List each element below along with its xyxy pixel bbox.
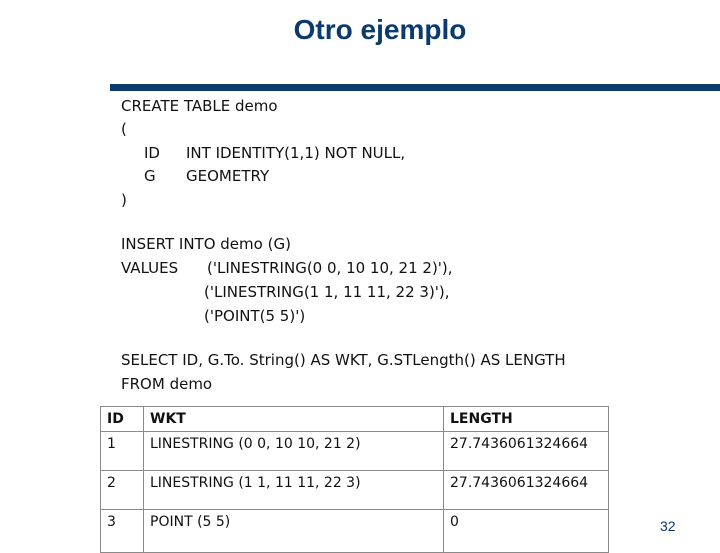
cell-length: 0 [444,510,609,553]
cell-length: 27.7436061324664 [444,471,609,510]
title-divider [110,84,720,91]
create-table-line: CREATE TABLE demo [121,97,278,115]
select-line: SELECT ID, G.To. String() AS WKT, G.STLength() AS LENGTH [121,351,566,369]
table-row [101,471,609,510]
table-header-row [101,407,609,432]
column-g-name: G [144,167,156,185]
cell-id: 2 [101,471,144,510]
column-id-type: INT IDENTITY(1,1) NOT NULL, [186,144,406,162]
cell-id: 1 [101,432,144,471]
values-keyword: VALUES [121,259,179,277]
slide-title: Otro ejemplo [293,14,467,45]
insert-value-2: ('LINESTRING(1 1, 11 11, 22 3)'), [204,283,450,301]
from-line: FROM demo [121,375,213,393]
open-paren: ( [121,120,127,138]
column-g-type: GEOMETRY [186,167,270,185]
close-paren: ) [121,191,127,209]
insert-value-3: ('POINT(5 5)') [204,307,306,325]
table-row [101,510,609,553]
header-id: ID [101,407,144,432]
table-row [101,432,609,471]
cell-wkt: LINESTRING (0 0, 10 10, 21 2) [144,432,444,471]
cell-id: 3 [101,510,144,553]
page-number: 32 [660,518,676,534]
cell-wkt: LINESTRING (1 1, 11 11, 22 3) [144,471,444,510]
header-wkt: WKT [144,407,444,432]
result-table [100,406,609,553]
insert-line: INSERT INTO demo (G) [121,235,291,253]
insert-value-1: ('LINESTRING(0 0, 10 10, 21 2)'), [207,259,453,277]
cell-length: 27.7436061324664 [444,432,609,471]
column-id-name: ID [144,144,160,162]
header-length: LENGTH [444,407,609,432]
cell-wkt: POINT (5 5) [144,510,444,553]
